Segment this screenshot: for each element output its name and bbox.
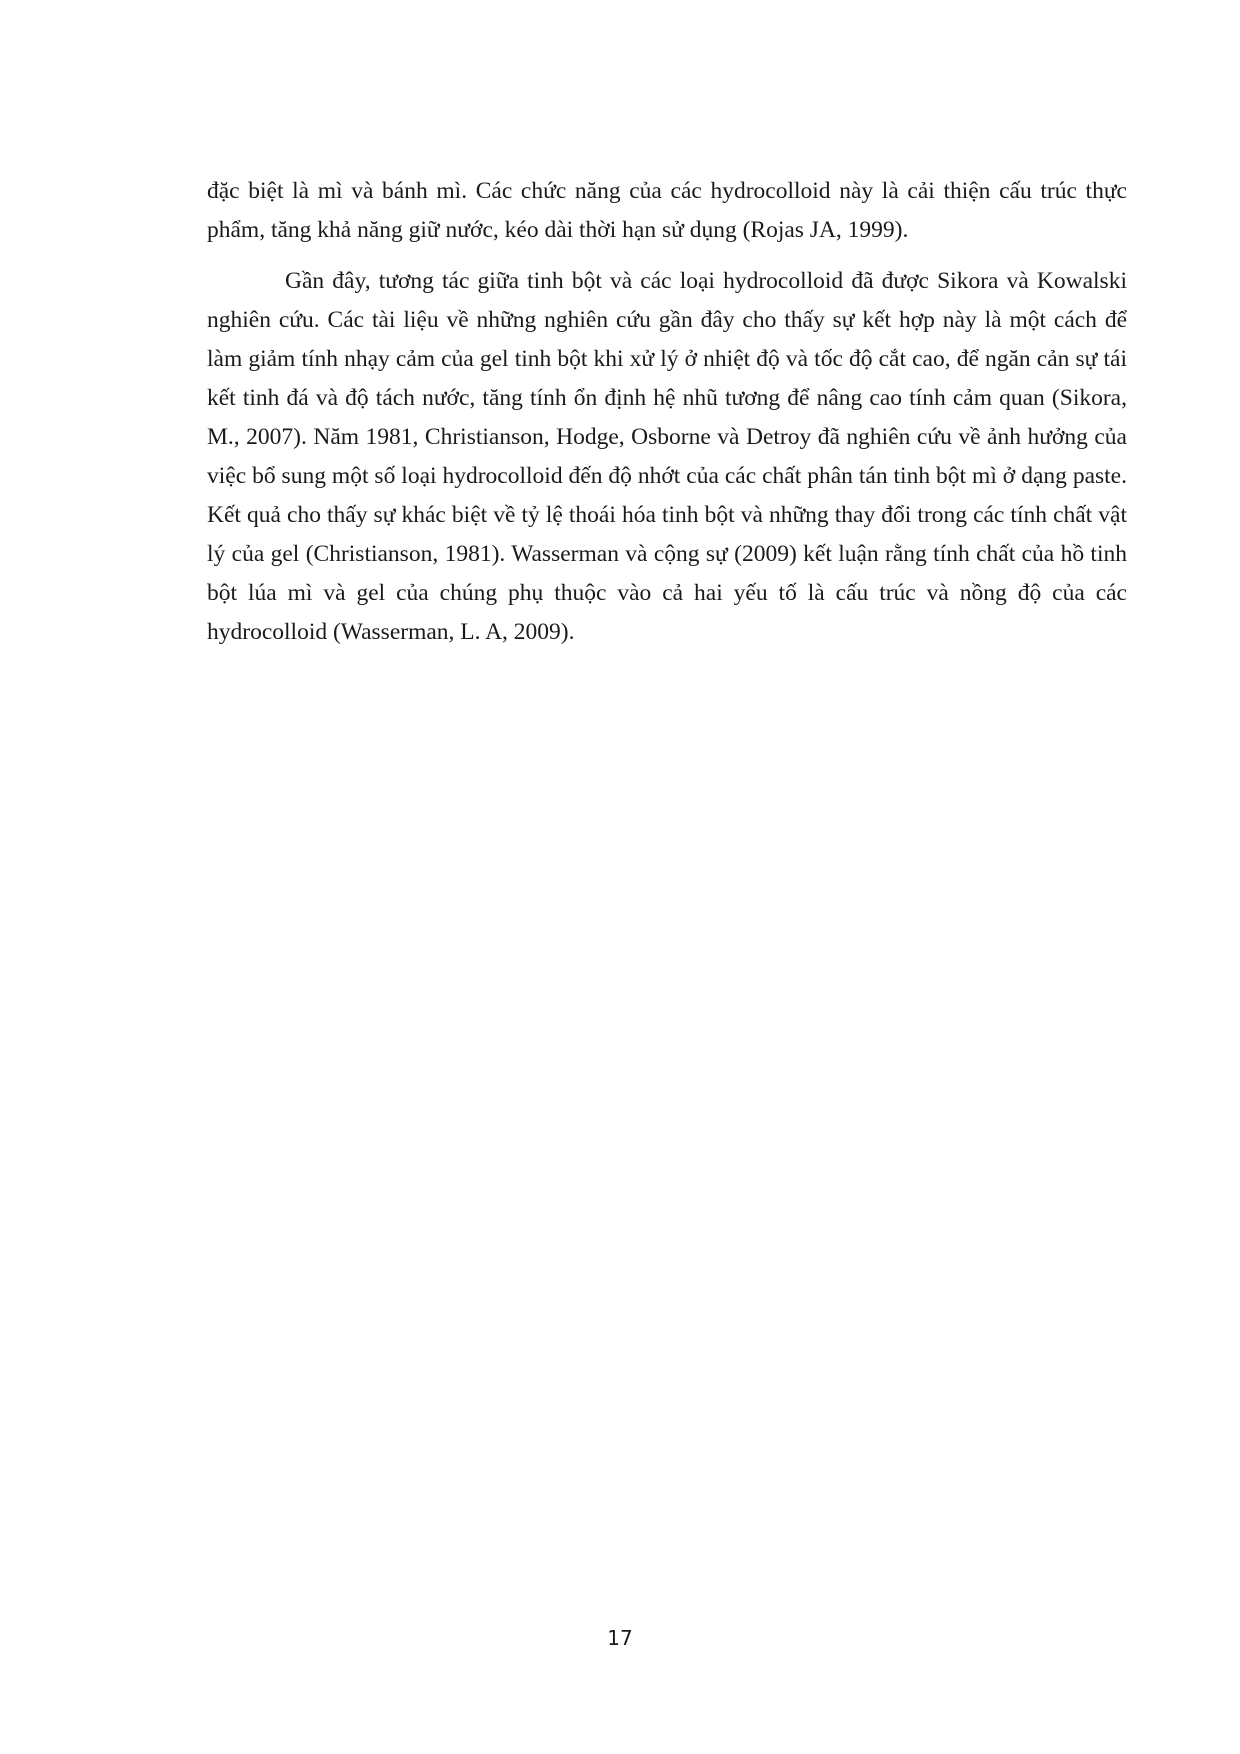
page-number: 17 bbox=[607, 1626, 633, 1650]
body-text bbox=[207, 172, 1127, 664]
paragraph-continuation: đặc biệt là mì và bánh mì. Các chức năng của các hydrocolloid này là cải thiện cấu trúc thực phẩm, tăng khả năng giữ nước, kéo dài thời hạn sử dụng (Rojas JA, 1999). bbox=[207, 178, 1127, 243]
paragraph-hydrocolloid-research: Gần đây, tương tác giữa tinh bột và các loại hydrocolloid đã được Sikora và Kowalski nghiên cứu. Các tài liệu về những nghiên cứu gần đây cho thấy sự kết hợp này là một cách để làm giảm tính nhạy cảm của gel tinh bột khi xử lý ở nhiệt độ và tốc độ cắt cao, để ngăn cản sự tái kết tinh đá và độ tách nước, tăng tính ổn định hệ nhũ tương để nâng cao tính cảm quan (Sikora, M., 2007). Năm 1981, Christianson, Hodge, Osborne và Detroy đã nghiên cứu về ảnh hưởng của việc bổ sung một số loại hydrocolloid đến độ nhớt của các chất phân tán tinh bột mì ở dạng paste. Kết quả cho thấy sự khác biệt về tỷ lệ thoái hóa tinh bột và những thay đổi trong các tính chất vật lý của gel (Christianson, 1981). Wasserman và cộng sự (2009) kết luận rằng tính chất của hồ tinh bột lúa mì và gel của chúng phụ thuộc vào cả hai yếu tố là cấu trúc và nồng độ của các hydrocolloid (Wasserman, L. A, 2009). bbox=[207, 268, 1127, 645]
